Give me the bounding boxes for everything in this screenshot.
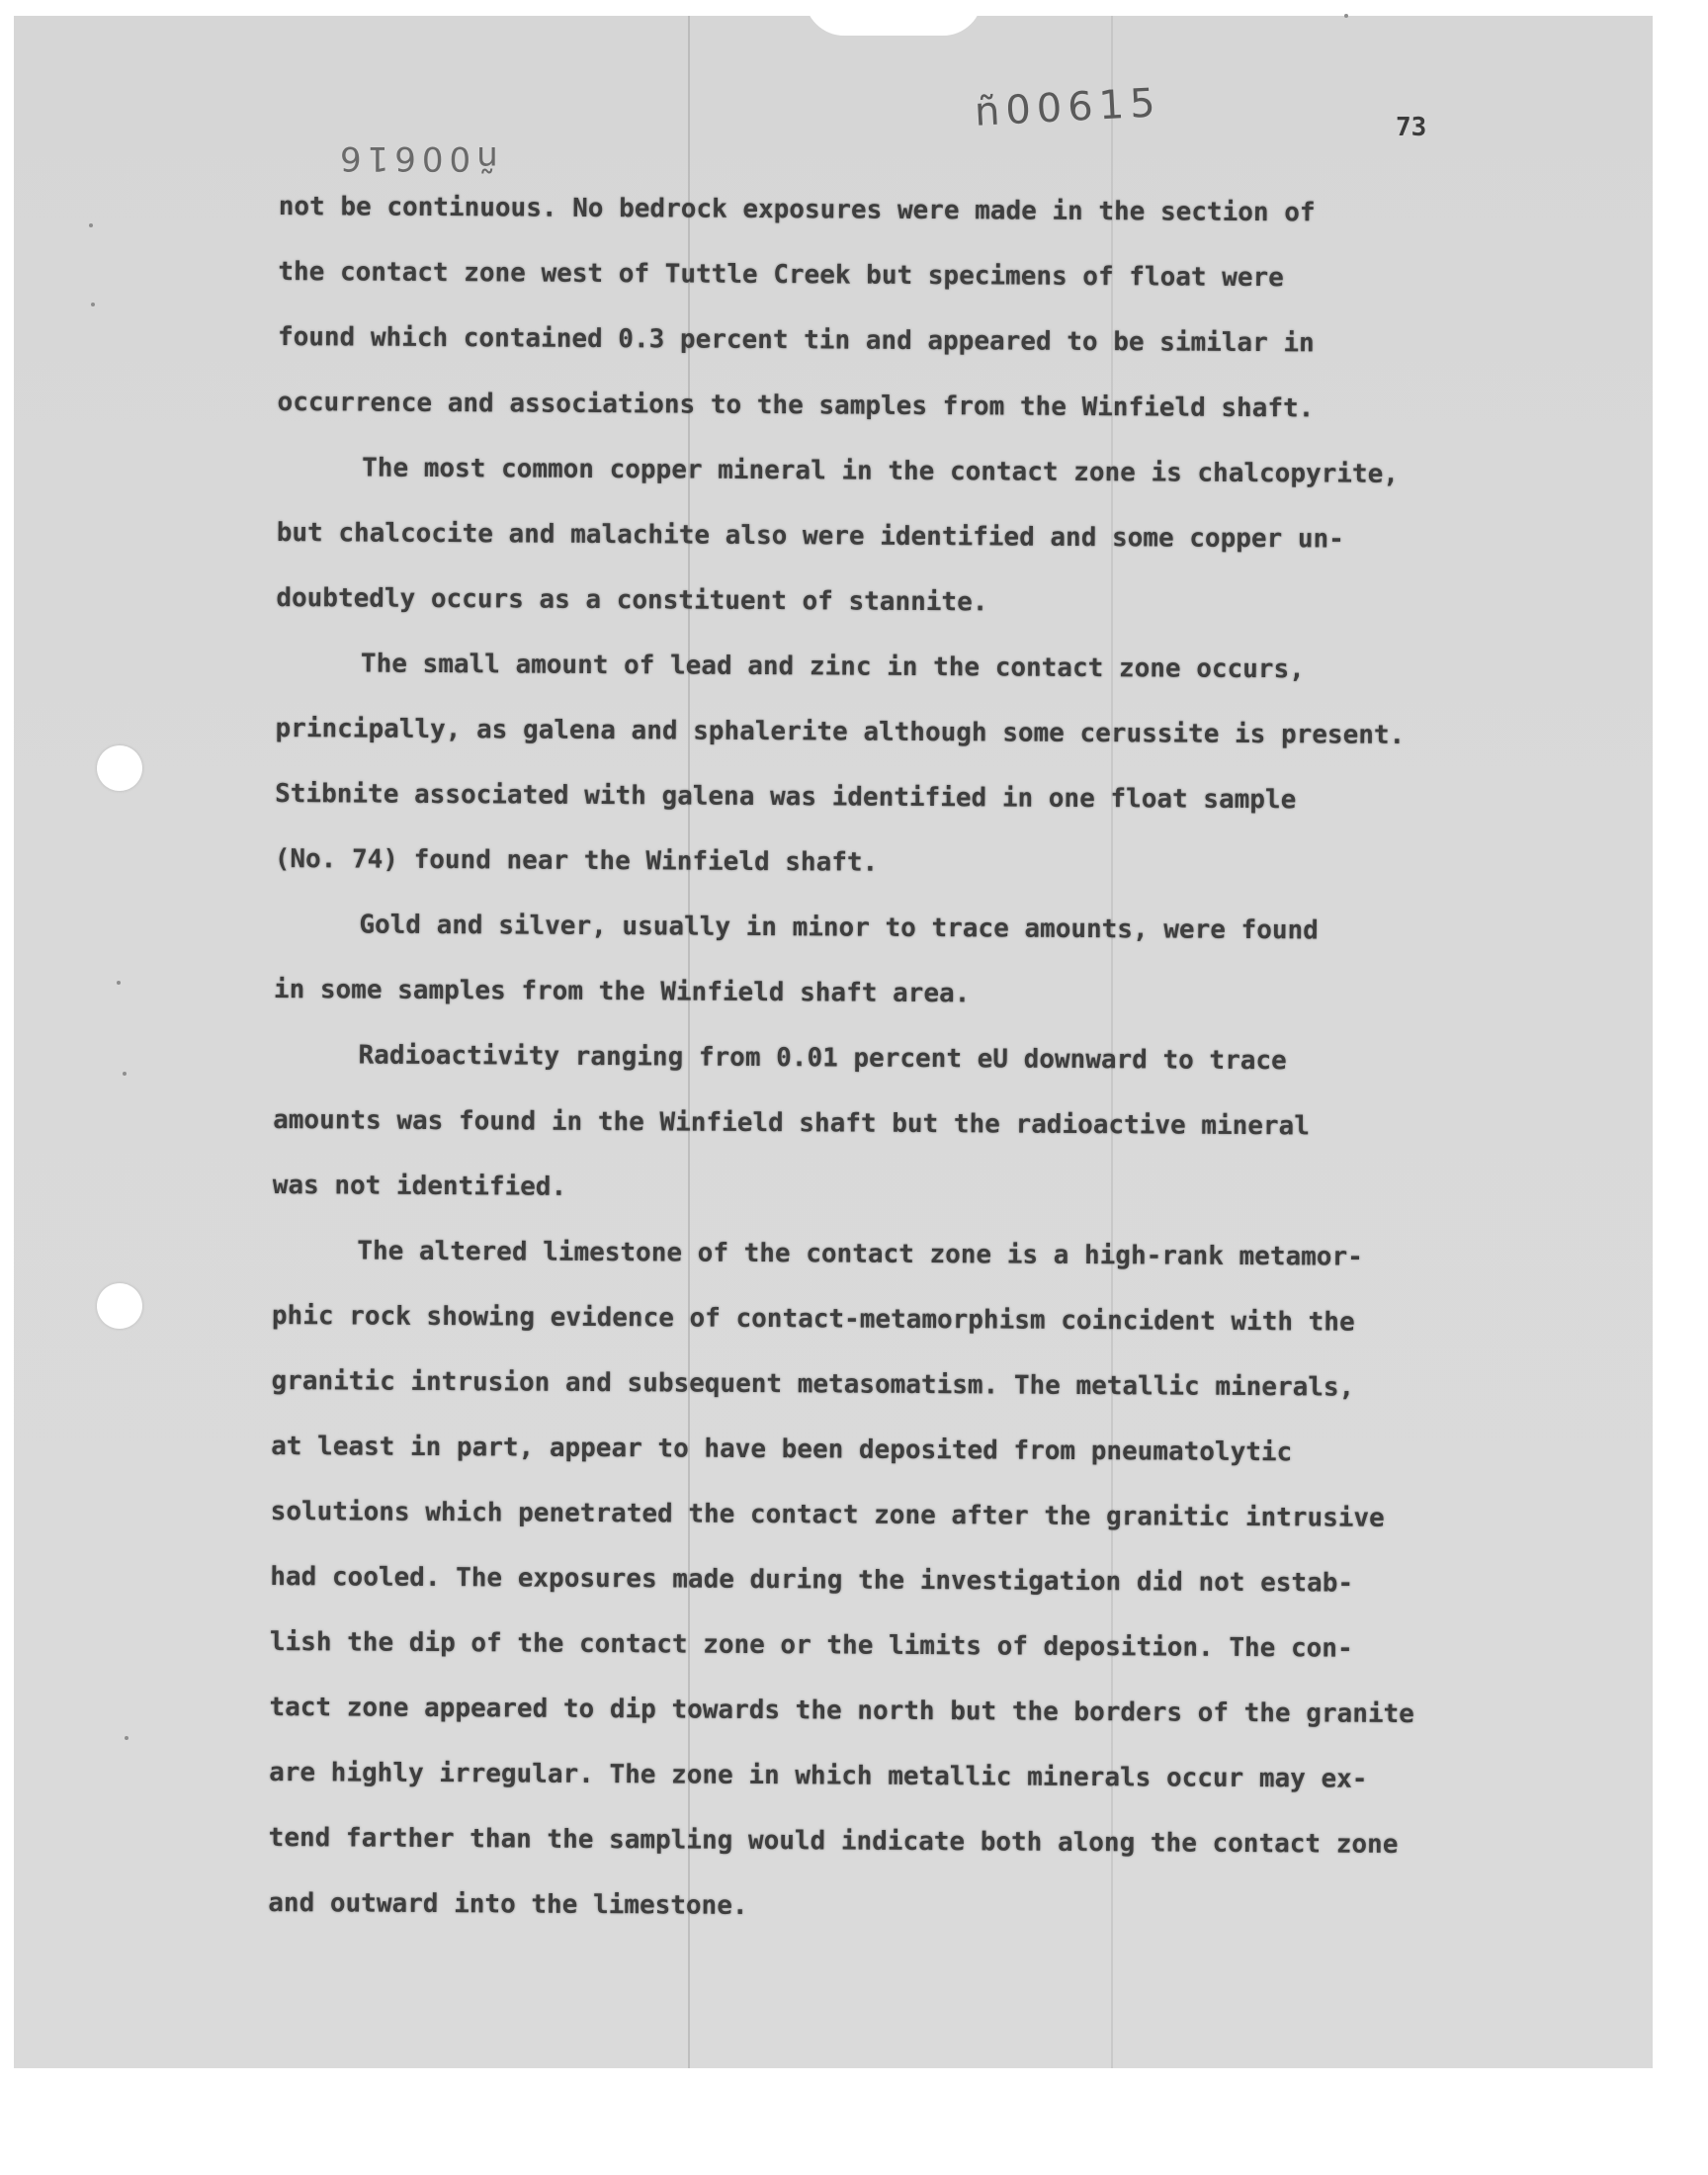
scan-speck <box>117 981 121 985</box>
paragraph-start: Gold and silver, usually in minor to trace amounts, were found <box>359 910 1319 946</box>
paragraph-start: Radioactivity ranging from 0.01 percent eU downward to trace <box>358 1040 1287 1077</box>
scan-speck <box>1344 14 1348 18</box>
text-line: principally, as galena and sphalerite although some cerussite is present. <box>275 713 1406 750</box>
text-line: phic rock showing evidence of contact-metamorphism coincident with the <box>271 1300 1355 1338</box>
punch-hole-lower <box>97 1283 142 1329</box>
text-line: Stibnite associated with galena was identified in one float sample <box>275 778 1297 816</box>
text-line: are highly irregular. The zone in which metallic minerals occur may ex- <box>269 1757 1368 1794</box>
text-line: was not identified. <box>272 1170 567 1202</box>
text-line: occurrence and associations to the samples from the Winfield shaft. <box>277 387 1315 424</box>
body-text <box>268 174 1524 1944</box>
text-line: tact zone appeared to dip towards the north but the borders of the granite <box>269 1692 1414 1730</box>
paragraph-start: The most common copper mineral in the contact zone is chalcopyrite, <box>362 453 1400 489</box>
text-line: at least in part, appear to have been deposited from pneumatolytic <box>271 1431 1293 1468</box>
text-line: found which contained 0.3 percent tin and appeared to be similar in <box>277 321 1315 359</box>
text-line: solutions which penetrated the contact zone after the granitic intrusive <box>270 1496 1385 1533</box>
scan-speck <box>125 1736 128 1740</box>
text-line: had cooled. The exposures made during the investigation did not estab- <box>270 1561 1354 1599</box>
text-line: lish the dip of the contact zone or the limits of deposition. The con- <box>269 1626 1353 1664</box>
punch-hole-upper <box>97 745 142 791</box>
paragraph-start: The small amount of lead and zinc in the contact zone occurs, <box>360 649 1305 685</box>
document-stamp-number-inverted: ñ00616 <box>334 138 498 178</box>
text-line: not be continuous. No bedrock exposures were made in the section of <box>278 191 1316 228</box>
page-number: 73 <box>1396 113 1427 142</box>
text-line: doubtedly occurs as a constituent of stannite. <box>276 582 988 618</box>
paragraph-start: The altered limestone of the contact zone is a high-rank metamor- <box>357 1236 1363 1272</box>
document-stamp-number: ñ00615 <box>973 80 1162 135</box>
text-line: tend farther than the sampling would indicate both along the contact zone <box>268 1822 1399 1860</box>
text-line: amounts was found in the Winfield shaft but the radioactive mineral <box>273 1104 1311 1142</box>
text-line: granitic intrusion and subsequent metasomatism. The metallic minerals, <box>271 1365 1355 1403</box>
scan-speck <box>123 1072 127 1076</box>
text-line: (No. 74) found near the Winfield shaft. <box>274 843 879 878</box>
scan-speck <box>89 223 93 227</box>
text-line: but chalcocite and malachite also were identified and some copper un- <box>276 517 1344 555</box>
page-notch <box>805 0 982 36</box>
text-line: in some samples from the Winfield shaft area. <box>273 974 971 1009</box>
text-line: the contact zone west of Tuttle Creek but specimens of float were <box>278 256 1284 294</box>
text-line: and outward into the limestone. <box>268 1887 748 1921</box>
scan-speck <box>91 303 95 306</box>
